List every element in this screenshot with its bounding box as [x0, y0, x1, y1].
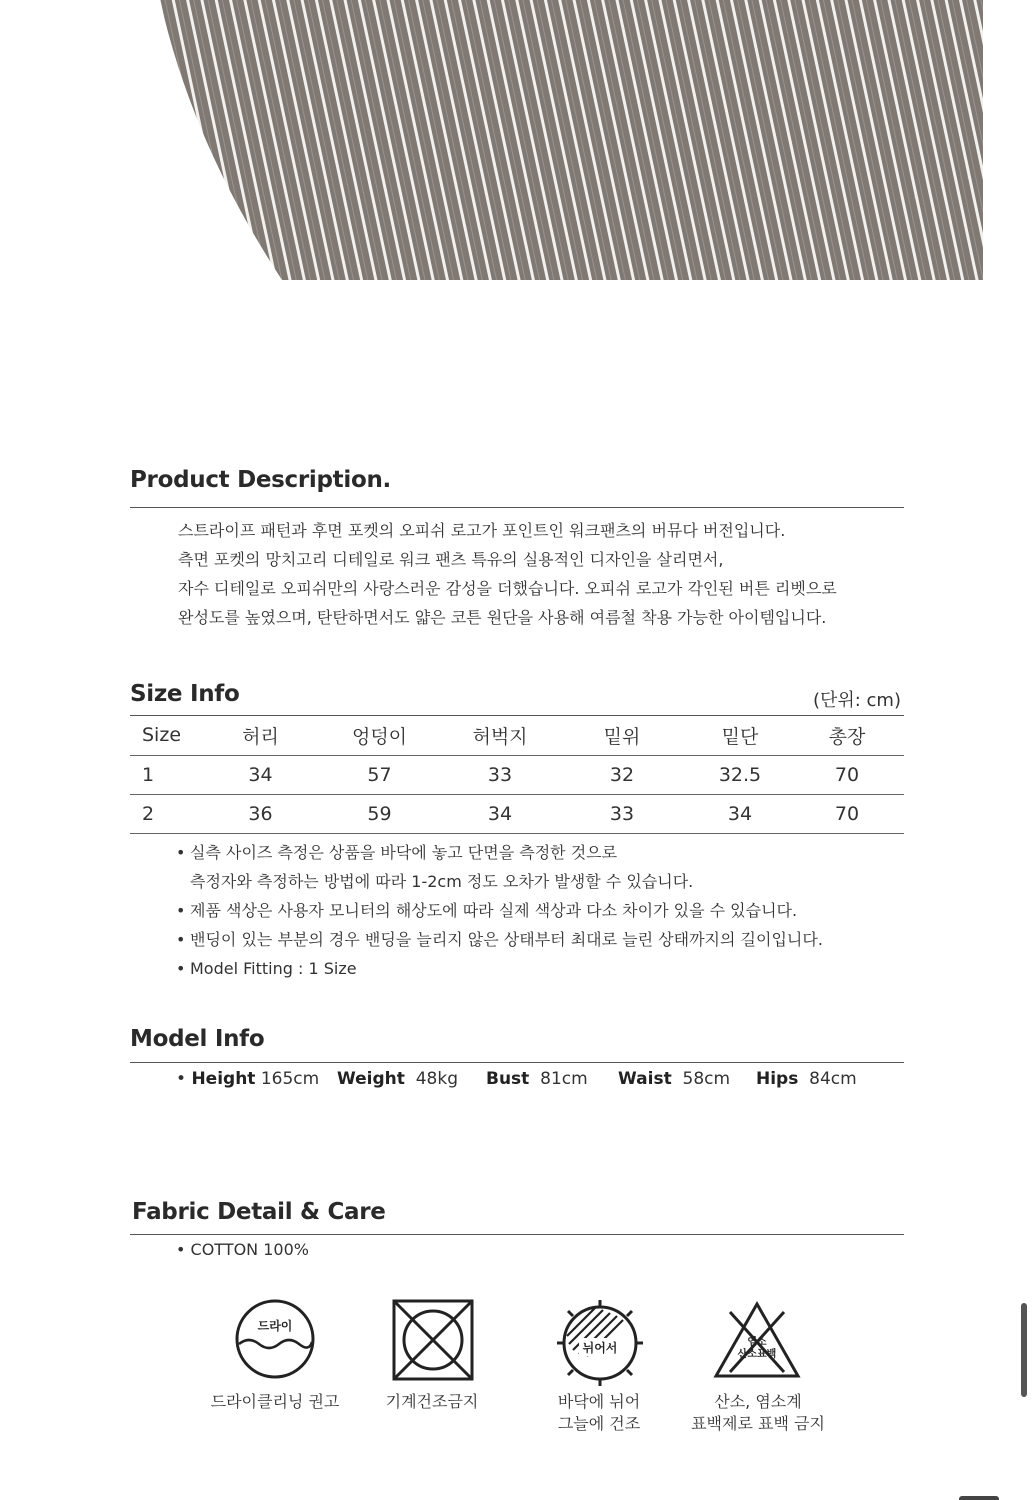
size-notes [176, 838, 823, 983]
model-weight-label: Weight [337, 1069, 405, 1089]
section-divider [130, 507, 904, 508]
table-cell: 34 [208, 755, 313, 794]
size-info-title: Size Info [130, 681, 240, 707]
table-cell: 70 [790, 755, 904, 794]
header-rise: 밑위 [554, 716, 690, 755]
note-item: • 밴딩이 있는 부분의 경우 밴딩을 늘리지 않은 상태부터 최대로 늘린 상태까지의 길이입니다. [176, 925, 823, 954]
table-cell: 33 [446, 755, 554, 794]
model-waist [618, 1069, 730, 1089]
dry-clean-icon-text: 드라이 [257, 1319, 293, 1333]
model-waist-value: 58cm [682, 1069, 731, 1089]
flat-dry-shade-icon [555, 1298, 645, 1392]
no-bleach-icon [712, 1300, 802, 1384]
fabric-care-title: Fabric Detail & Care [132, 1199, 386, 1225]
description-line: 완성도를 높였으며, 탄탄하면서도 얇은 코튼 원단을 사용해 여름철 착용 가능한 아이템입니다. [178, 608, 827, 627]
table-cell: 57 [313, 755, 446, 794]
header-waist: 허리 [208, 716, 313, 755]
dry-clean-icon [234, 1298, 316, 1384]
no-bleach-icon-text-2: 산소표백 [737, 1349, 777, 1360]
model-height-label: Height [191, 1069, 256, 1089]
table-cell: 34 [446, 794, 554, 833]
table-cell: 34 [690, 794, 790, 833]
model-height: • Height 165cm [176, 1069, 320, 1089]
note-item-continued: 측정자와 측정하는 방법에 따라 1-2cm 정도 오차가 발생할 수 있습니다. [190, 872, 694, 891]
table-cell: 36 [208, 794, 313, 833]
product-description-title: Product Description. [130, 467, 391, 493]
scrollbar[interactable] [1021, 1303, 1027, 1397]
care-label-no-bleach [663, 1391, 853, 1435]
unit-label: (단위: cm) [812, 690, 901, 711]
table-cell: 1 [130, 755, 208, 794]
size-table [130, 716, 904, 834]
model-bust-label: Bust [486, 1069, 530, 1089]
section-divider [130, 1234, 904, 1235]
product-description-text [178, 516, 837, 632]
note-item: • 실측 사이즈 측정은 상품을 바닥에 놓고 단면을 측정한 것으로 [176, 838, 823, 867]
fabric-photo [0, 0, 1035, 282]
fabric-composition-value: COTTON 100% [190, 1240, 309, 1259]
table-cell: 70 [790, 794, 904, 833]
care-label-no-tumble-dry: 기계건조금지 [385, 1392, 479, 1411]
description-line: 스트라이프 패턴과 후면 포켓의 오피쉬 로고가 포인트인 워크팬츠의 버뮤다 버전입니다. [178, 521, 786, 540]
table-row [130, 794, 904, 833]
flat-dry-icon-text: 뉘어서 [582, 1341, 618, 1355]
no-tumble-dry-icon [391, 1298, 475, 1386]
header-hip: 엉덩이 [313, 716, 446, 755]
header-size: Size [130, 716, 208, 755]
model-bust-value: 81cm [540, 1069, 588, 1089]
care-label-dry-clean: 드라이클리닝 권고 [210, 1392, 340, 1411]
description-line: 자수 디테일로 오피쉬만의 사랑스러운 감성을 더했습니다. 오피쉬 로고가 각인된 버튼 리벳으로 [178, 579, 837, 598]
note-item: • Model Fitting : 1 Size [176, 954, 823, 983]
care-label-line: 그늘에 건조 [557, 1414, 641, 1433]
model-weight-value: 48kg [415, 1069, 458, 1089]
care-label-line: 바닥에 뉘어 [557, 1392, 641, 1411]
table-cell: 2 [130, 794, 208, 833]
note-item: • 제품 색상은 사용자 모니터의 해상도에 따라 실제 색상과 다소 차이가 있을 수 있습니다. [176, 896, 823, 925]
header-hem: 밑단 [690, 716, 790, 755]
model-info-title: Model Info [130, 1026, 265, 1052]
table-cell: 32 [554, 755, 690, 794]
care-label-line: 표백제로 표백 금지 [691, 1414, 825, 1433]
model-hips-value: 84cm [809, 1069, 857, 1089]
model-waist-label: Waist [618, 1069, 672, 1089]
table-header-row [130, 716, 904, 755]
section-divider [130, 1062, 904, 1063]
header-length: 총장 [790, 716, 904, 755]
model-weight [337, 1069, 458, 1089]
description-line: 측면 포켓의 망치고리 디테일로 워크 팬츠 특유의 실용적인 디자인을 살리면서, [178, 550, 724, 569]
model-bust [486, 1069, 588, 1089]
model-hips-label: Hips [756, 1069, 799, 1089]
header-thigh: 허벅지 [446, 716, 554, 755]
care-label-line: 산소, 염소계 [714, 1392, 802, 1411]
model-hips [756, 1069, 857, 1089]
table-row [130, 755, 904, 794]
bottom-edge-handle [959, 1496, 999, 1500]
table-cell: 33 [554, 794, 690, 833]
no-bleach-icon-text-1: 염소 [747, 1337, 767, 1348]
model-height-value: 165cm [260, 1069, 320, 1089]
table-cell: 59 [313, 794, 446, 833]
fabric-composition: • COTTON 100% [176, 1240, 309, 1259]
table-cell: 32.5 [690, 755, 790, 794]
